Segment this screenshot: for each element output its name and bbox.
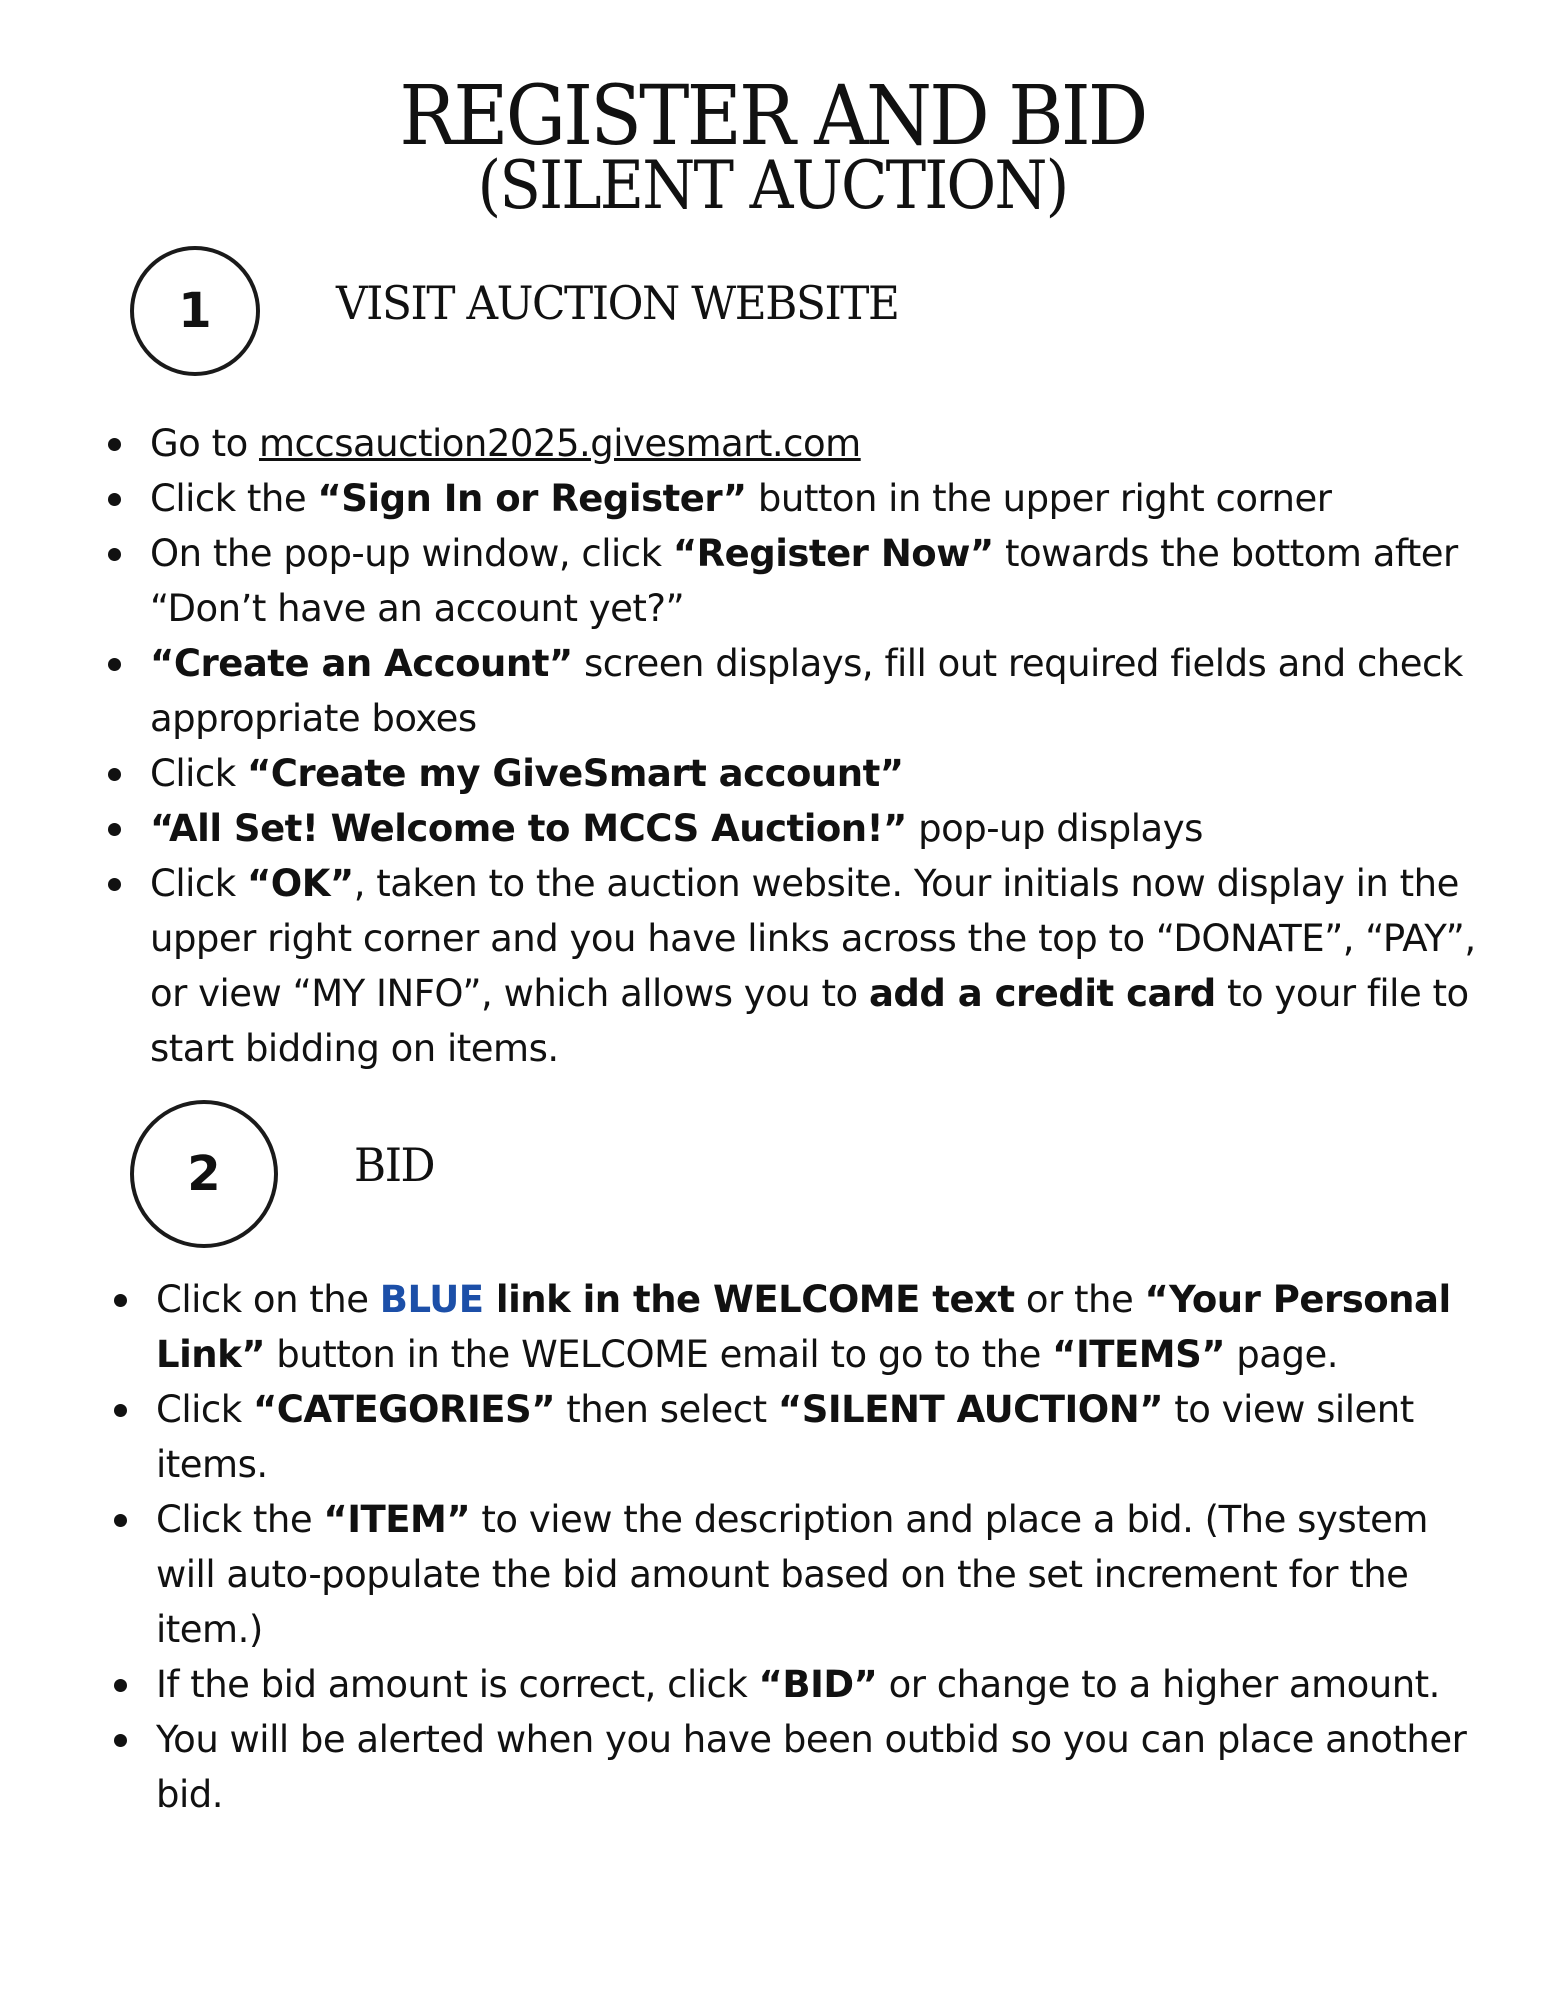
step-1-circle	[130, 246, 260, 376]
list-item: Go to mccsauction2025.givesmart.com	[108, 416, 1488, 471]
list-item: “Create an Account” screen displays, fill out required fields and check appropriate boxes	[108, 636, 1488, 746]
list-item: Click “CATEGORIES” then select “SILENT AUCTION” to view silent items.	[114, 1382, 1494, 1492]
list-item: Click on the BLUE link in the WELCOME text or the “Your Personal Link” button in the WELCOME email to go to the “ITEMS” page.	[114, 1272, 1494, 1382]
list-item: Click the “ITEM” to view the description and place a bid. (The system will auto-populate the bid amount based on the set increment for the item.)	[114, 1492, 1494, 1657]
page-subtitle: (SILENT AUCTION)	[477, 147, 1068, 224]
list-item: If the bid amount is correct, click “BID” or change to a higher amount.	[114, 1657, 1494, 1712]
list-item: Click “Create my GiveSmart account”	[108, 746, 1488, 801]
step-1-heading: VISIT AUCTION WEBSITE	[336, 276, 899, 330]
auction-website-link[interactable]: mccsauction2025.givesmart.com	[258, 422, 861, 465]
list-item: On the pop-up window, click “Register Now” towards the bottom after “Don’t have an account yet?”	[108, 526, 1488, 636]
page-title: REGISTER AND BID	[399, 69, 1146, 164]
step-2-heading: BID	[354, 1138, 435, 1192]
list-item: You will be alerted when you have been outbid so you can place another bid.	[114, 1712, 1494, 1822]
list-item: Click the “Sign In or Register” button in the upper right corner	[108, 471, 1488, 526]
step-2-list	[114, 1272, 1494, 1822]
step-1-list	[108, 416, 1488, 1076]
list-item: Click “OK”, taken to the auction website. Your initials now display in the upper right corner and you have links across the top to “DONATE”, “PAY”, or view “MY INFO”, which allows you to add a credit card to your file to start bidding on items.	[108, 856, 1488, 1076]
list-item: “All Set! Welcome to MCCS Auction!” pop-up displays	[108, 801, 1488, 856]
step-1-number: 1	[178, 283, 212, 339]
step-2-number: 2	[187, 1146, 221, 1202]
step-2-circle	[130, 1100, 278, 1248]
